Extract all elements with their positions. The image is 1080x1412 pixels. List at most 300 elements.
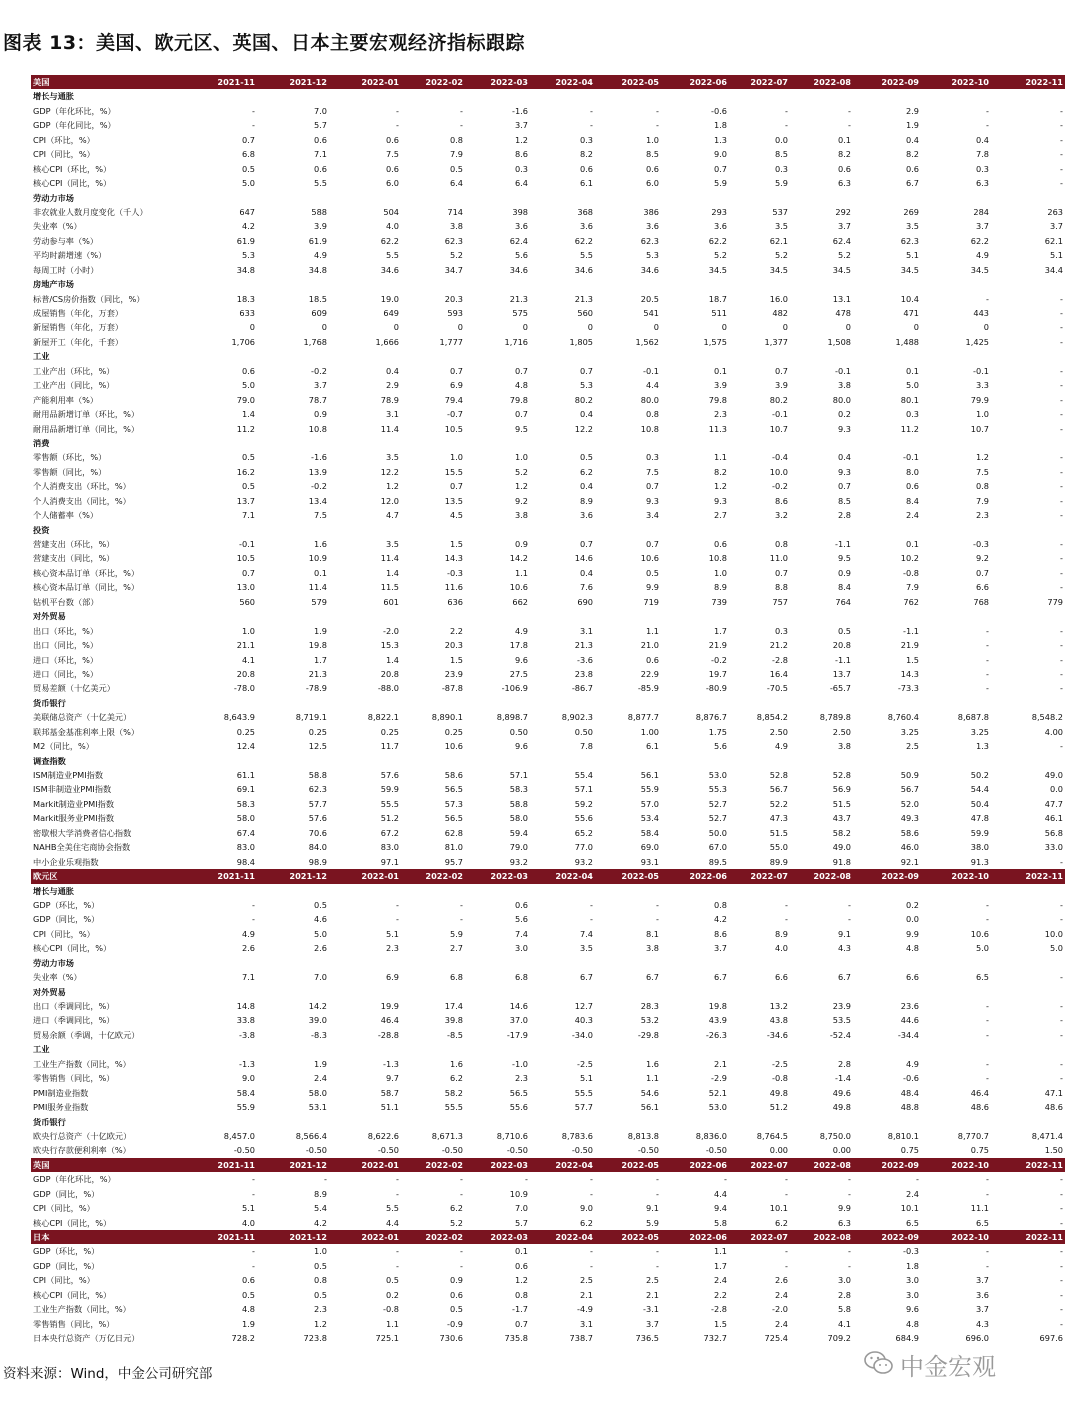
table-cell: 560: [239, 596, 255, 607]
row-label: CPI（环比，%）: [33, 134, 95, 145]
table-cell: 92.1: [900, 856, 919, 867]
month-header-cell: 2022-11: [1025, 871, 1063, 882]
table-row: [31, 1057, 1065, 1071]
table-cell: 9.3: [645, 495, 659, 506]
table-cell: 80.1: [900, 394, 919, 405]
table-cell: 49.0: [832, 842, 851, 853]
table-cell: 2.3: [975, 510, 989, 521]
table-cell: -: [785, 1260, 788, 1271]
table-cell: 5.9: [645, 1217, 659, 1228]
table-cell: 647: [239, 206, 255, 217]
table-cell: -: [848, 914, 851, 925]
row-label: 工业产出（环比，%）: [33, 365, 115, 376]
table-row: [31, 465, 1065, 479]
table-cell: 55.9: [236, 1102, 255, 1113]
table-cell: 3.8: [837, 741, 851, 752]
table-cell: 8.9: [313, 1188, 327, 1199]
table-cell: 5.2: [514, 466, 528, 477]
table-cell: 7.5: [313, 510, 327, 521]
table-cell: 1.7: [713, 1260, 727, 1271]
table-cell: 4.9: [514, 625, 528, 636]
table-cell: 1.1: [713, 1246, 727, 1257]
table-cell: 728.2: [231, 1333, 255, 1344]
table-cell: 55.9: [640, 784, 659, 795]
table-cell: 61.1: [236, 770, 255, 780]
table-cell: 0: [913, 322, 919, 333]
table-cell: 0.6: [837, 163, 851, 174]
region-header-row: [31, 75, 1065, 89]
table-cell: 0.6: [514, 1260, 528, 1271]
table-cell: 3.25: [900, 726, 919, 737]
table-row: [31, 248, 1065, 262]
month-header-cell: 2021-12: [289, 871, 327, 882]
table-cell: -: [1060, 972, 1063, 983]
row-label: GDP（同比，%）: [33, 1260, 100, 1271]
table-cell: -: [1060, 409, 1063, 420]
table-cell: 5.2: [713, 250, 727, 261]
table-cell: -: [1060, 1246, 1063, 1257]
watermark: 中金宏观: [900, 1353, 996, 1381]
table-cell: 52.1: [708, 1087, 727, 1098]
table-cell: 34.5: [769, 264, 788, 275]
table-cell: 3.5: [579, 943, 593, 954]
row-label: 投资: [33, 524, 50, 535]
table-cell: 0.7: [645, 481, 659, 492]
table-cell: 684.9: [895, 1333, 919, 1344]
table-cell: -: [460, 120, 463, 131]
table-cell: -78.9: [305, 683, 327, 694]
table-cell: 17.4: [444, 1001, 463, 1011]
table-cell: 560: [577, 308, 593, 318]
table-cell: 79.8: [708, 394, 727, 405]
row-label: 非农就业人数月度变化（千人）: [33, 206, 148, 217]
table-row: [31, 1172, 1065, 1186]
table-cell: -: [590, 899, 593, 910]
table-cell: 43.7: [832, 813, 851, 824]
table-cell: 696.0: [965, 1333, 989, 1344]
table-cell: 0.3: [579, 134, 593, 145]
table-cell: 3.9: [713, 380, 727, 391]
table-cell: 1.3: [713, 134, 727, 145]
month-header-cell: 2021-11: [217, 77, 255, 87]
table-cell: 43.8: [769, 1015, 788, 1026]
table-row: [31, 234, 1065, 248]
table-cell: 0.4: [837, 452, 851, 463]
table-cell: -: [1060, 1260, 1063, 1271]
table-cell: 17.8: [509, 640, 528, 651]
table-cell: 719: [643, 596, 659, 607]
table-cell: 0.75: [970, 1145, 989, 1156]
table-cell: 0.6: [449, 1289, 463, 1300]
table-cell: -80.9: [705, 683, 727, 694]
table-cell: 3.3: [975, 380, 989, 391]
table-cell: 56.9: [832, 784, 851, 795]
table-row: [31, 927, 1065, 941]
table-cell: -: [1060, 336, 1063, 347]
table-cell: 6.0: [645, 178, 659, 189]
table-cell: 20.8: [236, 668, 255, 679]
table-cell: 62.2: [380, 235, 399, 246]
month-header-cell: 2022-03: [490, 1159, 528, 1170]
table-cell: -3.8: [239, 1029, 255, 1040]
table-row: [31, 162, 1065, 176]
table-cell: -: [1060, 1001, 1063, 1011]
row-label: 美国: [33, 77, 50, 87]
table-cell: 6.7: [905, 178, 919, 189]
table-cell: 3.1: [579, 625, 593, 636]
table-cell: 8.9: [774, 928, 788, 939]
table-cell: -78.0: [233, 683, 255, 694]
table-cell: 4.0: [385, 221, 399, 232]
table-cell: 0: [321, 322, 327, 333]
table-cell: 10.9: [308, 553, 327, 564]
table-cell: 54.6: [640, 1087, 659, 1098]
table-cell: 0.7: [449, 481, 463, 492]
table-cell: 28.3: [640, 1001, 659, 1011]
table-cell: 58.0: [308, 1087, 327, 1098]
table-cell: 0.00: [832, 1145, 851, 1156]
table-cell: 21.3: [574, 640, 593, 651]
table-cell: 0.6: [241, 1275, 255, 1286]
table-cell: -: [785, 1246, 788, 1257]
table-cell: 482: [772, 308, 788, 318]
table-cell: 78.7: [308, 394, 327, 405]
table-cell: 1.0: [645, 134, 659, 145]
table-cell: 62.2: [970, 235, 989, 246]
table-cell: -: [1060, 856, 1063, 867]
table-cell: 67.4: [236, 827, 255, 838]
table-cell: 8,789.8: [819, 712, 851, 723]
table-cell: 3.2: [774, 510, 788, 521]
table-cell: 588: [311, 206, 327, 217]
table-cell: 34.5: [900, 264, 919, 275]
row-label: 对外贸易: [33, 611, 66, 622]
table-cell: -0.1: [903, 452, 919, 463]
table-cell: 0.9: [837, 567, 851, 578]
table-cell: -2.9: [711, 1073, 727, 1084]
row-label: 每周工时（小时）: [33, 264, 99, 275]
table-cell: 5.0: [241, 178, 255, 189]
table-cell: 4.9: [975, 250, 989, 261]
table-cell: 15.3: [380, 640, 399, 651]
table-cell: 58.7: [380, 1087, 399, 1098]
table-row: [31, 826, 1065, 840]
table-cell: 3.0: [514, 943, 528, 954]
table-cell: 48.8: [900, 1102, 919, 1113]
table-cell: -: [785, 1188, 788, 1199]
table-cell: 0: [457, 322, 463, 333]
row-label: 房地产市场: [33, 279, 74, 290]
table-cell: 8,643.9: [223, 712, 255, 723]
table-cell: 1.0: [241, 625, 255, 636]
table-cell: 8.9: [579, 495, 593, 506]
table-cell: 1.5: [713, 1318, 727, 1329]
table-cell: 55.3: [708, 784, 727, 795]
table-cell: 8,710.6: [496, 1130, 528, 1141]
table-cell: 34.8: [308, 264, 327, 275]
table-cell: 59.4: [509, 827, 528, 838]
table-cell: 6.9: [385, 972, 399, 983]
row-label: 营建支出（同比，%）: [33, 553, 115, 564]
table-cell: 18.3: [236, 293, 255, 304]
month-header-cell: 2022-03: [490, 77, 528, 87]
table-cell: -: [1060, 1073, 1063, 1084]
table-cell: 6.4: [449, 178, 463, 189]
table-cell: 6.0: [385, 178, 399, 189]
table-cell: 2.6: [313, 943, 327, 954]
table-cell: 0.4: [579, 567, 593, 578]
table-cell: 8,876.7: [695, 712, 727, 723]
table-cell: 0.8: [514, 1289, 528, 1300]
row-label: 失业率（%）: [33, 221, 82, 232]
table-cell: -: [1060, 178, 1063, 189]
table-cell: 6.2: [774, 1217, 788, 1228]
table-cell: -: [590, 1246, 593, 1257]
table-cell: -0.2: [311, 481, 327, 492]
section-row: [31, 1115, 1065, 1129]
table-cell: 15.5: [444, 466, 463, 477]
table-cell: 70.6: [308, 827, 327, 838]
table-cell: 51.2: [769, 1102, 788, 1113]
table-cell: -: [590, 120, 593, 131]
table-cell: -: [396, 914, 399, 925]
row-label: CPI（同比，%）: [33, 1203, 95, 1214]
table-cell: 0.5: [313, 1289, 327, 1300]
table-cell: 5.9: [449, 928, 463, 939]
row-label: 进口（环比，%）: [33, 654, 99, 665]
row-label: CPI（同比，%）: [33, 928, 95, 939]
table-cell: 13.2: [769, 1001, 788, 1011]
table-cell: -85.9: [637, 683, 659, 694]
table-cell: -: [986, 654, 989, 665]
table-cell: 8.2: [905, 149, 919, 160]
section-row: [31, 609, 1065, 623]
table-cell: 8,764.5: [756, 1130, 788, 1141]
table-cell: -: [460, 914, 463, 925]
table-cell: -86.7: [571, 683, 593, 694]
table-cell: 7.5: [645, 466, 659, 477]
table-cell: 8.6: [514, 149, 528, 160]
table-cell: -0.50: [506, 1145, 528, 1156]
table-cell: 1.1: [385, 1318, 399, 1329]
table-cell: 9.1: [645, 1203, 659, 1214]
table-cell: -17.9: [506, 1029, 528, 1040]
table-cell: 5.2: [774, 250, 788, 261]
row-label: 出口（同比，%）: [33, 640, 99, 651]
table-cell: 55.4: [574, 770, 593, 780]
table-cell: 0.7: [774, 365, 788, 376]
table-cell: -0.50: [305, 1145, 327, 1156]
table-cell: 51.5: [832, 798, 851, 809]
table-cell: 8,877.7: [627, 712, 659, 723]
table-cell: 6.7: [837, 972, 851, 983]
table-cell: 0.00: [769, 1145, 788, 1156]
month-header-cell: 2022-08: [813, 1159, 851, 1170]
table-cell: 65.2: [574, 827, 593, 838]
table-cell: -: [252, 1246, 255, 1257]
table-cell: 3.9: [313, 221, 327, 232]
table-cell: 5.3: [241, 250, 255, 261]
table-cell: 0.1: [905, 365, 919, 376]
table-cell: -: [590, 1174, 593, 1185]
table-cell: 6.6: [975, 582, 989, 593]
table-cell: -2.0: [383, 625, 399, 636]
row-label: 工业: [33, 1044, 50, 1055]
table-cell: 1.6: [449, 1058, 463, 1069]
month-header-cell: 2022-10: [951, 871, 989, 882]
table-cell: -: [396, 1188, 399, 1199]
row-label: 核心资本品订单（同比，%）: [33, 582, 140, 593]
table-cell: -: [1060, 1174, 1063, 1185]
table-cell: 0.6: [905, 481, 919, 492]
table-cell: -3.6: [577, 654, 593, 665]
table-cell: 2.50: [832, 726, 851, 737]
row-label: GDP（年化环比，%）: [33, 105, 116, 116]
table-row: [31, 638, 1065, 652]
month-header-cell: 2022-01: [361, 77, 399, 87]
table-cell: 39.0: [308, 1015, 327, 1026]
table-cell: 69.1: [236, 784, 255, 795]
table-cell: 4.2: [313, 1217, 327, 1228]
month-header-cell: 2021-11: [217, 871, 255, 882]
table-cell: 2.1: [579, 1289, 593, 1300]
table-cell: 6.4: [514, 178, 528, 189]
table-cell: -: [1060, 308, 1063, 318]
table-cell: 20.8: [380, 668, 399, 679]
table-cell: 47.8: [970, 813, 989, 824]
table-cell: 0.5: [385, 1275, 399, 1286]
table-cell: 735.8: [504, 1333, 528, 1344]
table-cell: 725.4: [764, 1333, 788, 1344]
table-cell: 13.7: [832, 668, 851, 679]
table-cell: 38.0: [970, 842, 989, 853]
table-row: [31, 1028, 1065, 1042]
table-cell: 0.1: [514, 1246, 528, 1257]
table-cell: -1.7: [512, 1304, 528, 1315]
region-header-row: [31, 1158, 1065, 1172]
month-header-cell: 2021-12: [289, 1232, 327, 1242]
table-cell: 5.1: [385, 928, 399, 939]
table-cell: 9.0: [241, 1073, 255, 1084]
month-header-cell: 2022-09: [881, 871, 919, 882]
table-cell: -1.1: [903, 625, 919, 636]
table-cell: 0.3: [645, 452, 659, 463]
row-label: 核心CPI（环比，%）: [33, 163, 112, 174]
table-cell: 11.4: [380, 553, 399, 564]
table-row: [31, 1143, 1065, 1157]
table-cell: 6.3: [975, 178, 989, 189]
table-cell: 7.4: [514, 928, 528, 939]
table-cell: 7.1: [313, 149, 327, 160]
table-cell: -: [1060, 1304, 1063, 1315]
table-cell: 8,457.0: [223, 1130, 255, 1141]
table-cell: 2.4: [774, 1289, 788, 1300]
table-cell: 10.2: [900, 553, 919, 564]
table-cell: -70.5: [766, 683, 788, 694]
table-cell: 511: [711, 308, 727, 318]
table-cell: 5.7: [514, 1217, 528, 1228]
table-cell: 6.5: [975, 1217, 989, 1228]
table-cell: 3.6: [975, 1289, 989, 1300]
table-cell: 14.3: [900, 668, 919, 679]
table-cell: 11.2: [236, 423, 255, 434]
table-cell: 593: [447, 308, 463, 318]
table-cell: -: [986, 1246, 989, 1257]
table-row: [31, 320, 1065, 334]
table-cell: 8.0: [905, 466, 919, 477]
table-cell: 690: [577, 596, 593, 607]
table-cell: 10.8: [640, 423, 659, 434]
table-cell: 95.7: [444, 856, 463, 867]
table-cell: 8,783.6: [561, 1130, 593, 1141]
table-cell: 293: [711, 206, 727, 217]
table-cell: -: [986, 640, 989, 651]
table-cell: 8,760.4: [887, 712, 919, 723]
table-cell: -: [848, 1260, 851, 1271]
table-cell: 2.1: [713, 1058, 727, 1069]
table-cell: 12.2: [574, 423, 593, 434]
table-row: [31, 393, 1065, 407]
table-row: [31, 782, 1065, 796]
table-cell: 23.9: [444, 668, 463, 679]
row-label: 日本央行总资产（万亿日元）: [33, 1333, 140, 1344]
row-label: 劳动力市场: [33, 957, 74, 968]
row-label: 核心CPI（同比，%）: [33, 943, 112, 954]
table-cell: -: [986, 899, 989, 910]
table-cell: 12.4: [236, 741, 255, 752]
table-cell: 0.5: [645, 567, 659, 578]
table-cell: 19.7: [708, 668, 727, 679]
table-cell: 18.5: [308, 293, 327, 304]
table-row: [31, 205, 1065, 219]
table-cell: 1.50: [1044, 1145, 1063, 1156]
row-label: CPI（同比，%）: [33, 1275, 95, 1286]
table-cell: 697.6: [1039, 1333, 1063, 1344]
table-cell: 11.3: [708, 423, 727, 434]
table-cell: 0.9: [514, 539, 528, 549]
table-cell: 0.4: [905, 134, 919, 145]
table-cell: 3.6: [645, 221, 659, 232]
table-row: [31, 1273, 1065, 1287]
table-cell: -: [1060, 322, 1063, 333]
table-cell: -: [656, 899, 659, 910]
table-cell: -: [848, 1246, 851, 1257]
table-cell: 4.8: [241, 1304, 255, 1315]
table-cell: 21.9: [708, 640, 727, 651]
table-cell: -: [986, 1058, 989, 1069]
table-cell: 46.4: [970, 1087, 989, 1098]
table-cell: 1.9: [905, 120, 919, 131]
table-cell: 67.2: [380, 827, 399, 838]
table-cell: 2.5: [645, 1275, 659, 1286]
table-cell: -: [252, 120, 255, 131]
table-cell: 0.5: [837, 625, 851, 636]
table-row: [31, 811, 1065, 825]
table-cell: 10.4: [900, 293, 919, 304]
table-cell: -: [986, 668, 989, 679]
table-cell: 284: [973, 206, 989, 217]
row-label: 新屋开工（年化，千套）: [33, 336, 124, 347]
month-header-cell: 2021-12: [289, 77, 327, 87]
table-cell: -: [1060, 1029, 1063, 1040]
table-cell: 53.5: [832, 1015, 851, 1026]
table-cell: 0: [721, 322, 727, 333]
table-cell: 58.8: [308, 770, 327, 780]
table-cell: 1.0: [449, 452, 463, 463]
table-cell: 738.7: [569, 1333, 593, 1344]
table-cell: 6.8: [449, 972, 463, 983]
table-cell: 6.1: [579, 178, 593, 189]
